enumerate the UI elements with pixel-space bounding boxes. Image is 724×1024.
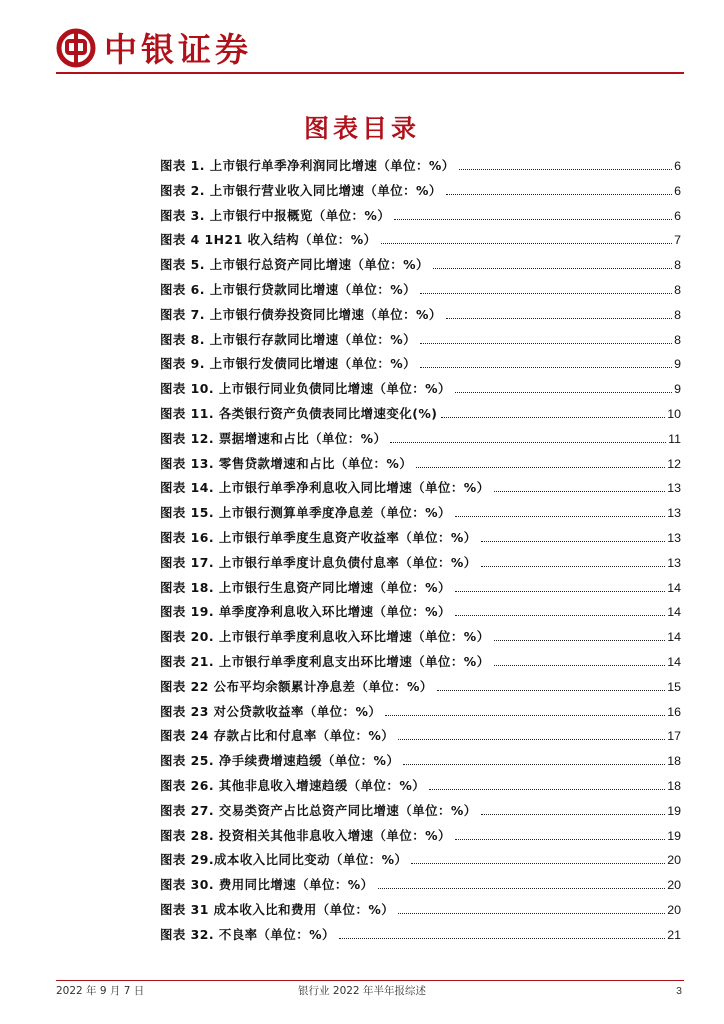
toc-dot-leader <box>481 541 666 542</box>
toc-entry-label: 图表 4 1H21 收入结构（单位：%） <box>160 232 377 248</box>
toc-entry-label: 图表 10. 上市银行同业负债同比增速（单位：%） <box>160 381 451 397</box>
toc-entry-page: 13 <box>667 530 681 545</box>
toc-entry-page: 14 <box>667 580 681 595</box>
toc-entry-page: 8 <box>674 282 681 297</box>
page-header <box>0 0 724 90</box>
toc-entry-page: 12 <box>667 456 681 471</box>
toc-dot-leader <box>378 888 666 889</box>
toc-entry-page: 11 <box>668 431 681 446</box>
toc-entry[interactable] <box>160 454 681 479</box>
toc-entry-page: 9 <box>674 357 681 372</box>
toc-entry-page: 20 <box>667 853 681 868</box>
toc-entry[interactable] <box>160 206 681 231</box>
toc-dot-leader <box>455 839 665 840</box>
toc-dot-leader <box>481 814 666 815</box>
toc-entry-page: 18 <box>667 754 681 769</box>
toc-dot-leader <box>494 640 666 641</box>
toc-entry[interactable] <box>160 875 681 900</box>
toc-entry[interactable] <box>160 900 681 925</box>
toc-dot-leader <box>385 715 665 716</box>
toc-entry[interactable] <box>160 330 681 355</box>
toc-dot-leader <box>394 219 672 220</box>
toc-entry[interactable] <box>160 652 681 677</box>
toc-entry-label: 图表 7. 上市银行债券投资同比增速（单位：%） <box>160 306 442 322</box>
toc-dot-leader <box>420 343 672 344</box>
toc-dot-leader <box>433 268 672 269</box>
footer-report-title: 银行业 2022 年半年报综述 <box>298 985 426 997</box>
toc-dot-leader <box>390 442 666 443</box>
toc-entry-label: 图表 8. 上市银行存款同比增速（单位：%） <box>160 331 417 347</box>
toc-dot-leader <box>403 764 665 765</box>
toc-entry[interactable] <box>160 156 681 181</box>
toc-entry-label: 图表 26. 其他非息收入增速趋缓（单位：%） <box>160 777 426 793</box>
toc-dot-leader <box>437 690 665 691</box>
toc-dot-leader <box>416 467 665 468</box>
toc-dot-leader <box>494 491 666 492</box>
toc-entry[interactable] <box>160 677 681 702</box>
toc-dot-leader <box>411 863 665 864</box>
toc-dot-leader <box>381 243 673 244</box>
toc-dot-leader <box>455 392 672 393</box>
toc-entry-label: 图表 12. 票据增速和占比（单位：%） <box>160 430 387 446</box>
toc-dot-leader <box>446 194 672 195</box>
toc-entry-page: 17 <box>667 729 681 744</box>
toc-entry-label: 图表 20. 上市银行单季度利息收入环比增速（单位：%） <box>160 629 490 645</box>
toc-entry[interactable] <box>160 181 681 206</box>
toc-dot-leader <box>420 367 672 368</box>
toc-entry-label: 图表 31 成本收入比和费用（单位：%） <box>160 901 395 917</box>
toc-entry[interactable] <box>160 429 681 454</box>
toc-dot-leader <box>481 566 666 567</box>
toc-entry-page: 7 <box>674 233 681 248</box>
toc-entry-page: 10 <box>667 406 681 421</box>
toc-entry-page: 14 <box>667 654 681 669</box>
toc-entry-label: 图表 16. 上市银行单季度生息资产收益率（单位：%） <box>160 529 477 545</box>
toc-entry-label: 图表 29.成本收入比同比变动（单位：%） <box>160 852 408 868</box>
toc-entry-label: 图表 32. 不良率（单位：%） <box>160 926 335 942</box>
footer-page-number: 3 <box>676 985 682 997</box>
toc-entry[interactable] <box>160 826 681 851</box>
toc-entry-label: 图表 23 对公贷款收益率（单位：%） <box>160 703 382 719</box>
toc-entry[interactable] <box>160 230 681 255</box>
toc-entry-label: 图表 3. 上市银行中报概览（单位：%） <box>160 207 391 223</box>
toc-entry-label: 图表 15. 上市银行测算单季度净息差（单位：%） <box>160 505 451 521</box>
toc-dot-leader <box>455 516 665 517</box>
toc-entry[interactable] <box>160 528 681 553</box>
toc-entry-page: 6 <box>674 183 681 198</box>
toc-entry-label: 图表 1. 上市银行单季净利润同比增速（单位：%） <box>160 158 455 173</box>
toc-entry-page: 15 <box>667 679 681 694</box>
toc-entry-page: 8 <box>674 332 681 347</box>
toc-entry-page: 19 <box>667 828 681 843</box>
toc-entry-label: 图表 28. 投资相关其他非息收入增速（单位：%） <box>160 827 451 843</box>
toc-entry-page: 13 <box>667 555 681 570</box>
toc-entry-page: 19 <box>667 803 681 818</box>
toc-entry-label: 图表 11. 各类银行资产负债表同比增速变化(%) <box>160 405 438 421</box>
toc-entry-label: 图表 14. 上市银行单季净利息收入同比增速（单位：%） <box>160 480 490 496</box>
toc-entry[interactable] <box>160 726 681 751</box>
header-divider <box>56 72 684 74</box>
footer-date: 2022 年 9 月 7 日 <box>56 985 145 997</box>
toc-entry[interactable] <box>160 751 681 776</box>
toc-entry-label: 图表 24 存款占比和付息率（单位：%） <box>160 728 395 744</box>
footer-divider <box>56 980 684 981</box>
toc-entry-page: 6 <box>674 208 681 223</box>
brand-name: 中银证券 <box>104 30 252 69</box>
toc-dot-leader <box>441 417 665 418</box>
toc-entry-label: 图表 2. 上市银行营业收入同比增速（单位：%） <box>160 182 442 198</box>
toc-list <box>160 156 681 950</box>
toc-entry[interactable] <box>160 627 681 652</box>
toc-entry-label: 图表 22 公布平均余额累计净息差（单位：%） <box>160 678 433 694</box>
toc-entry-page: 9 <box>674 382 681 397</box>
toc-entry[interactable] <box>160 478 681 503</box>
toc-entry[interactable] <box>160 850 681 875</box>
toc-dot-leader <box>494 665 666 666</box>
toc-entry-page: 20 <box>667 878 681 893</box>
toc-entry[interactable] <box>160 776 681 801</box>
toc-dot-leader <box>455 615 665 616</box>
toc-entry-label: 图表 5. 上市银行总资产同比增速（单位：%） <box>160 257 429 273</box>
toc-entry-label: 图表 13. 零售贷款增速和占比（单位：%） <box>160 455 413 471</box>
toc-dot-leader <box>339 938 665 939</box>
toc-entry[interactable] <box>160 404 681 429</box>
toc-entry-page: 13 <box>667 481 681 496</box>
toc-entry[interactable] <box>160 280 681 305</box>
toc-entry-label: 图表 9. 上市银行发债同比增速（单位：%） <box>160 356 417 372</box>
toc-entry-label: 图表 27. 交易类资产占比总资产同比增速（单位：%） <box>160 802 477 818</box>
toc-entry-page: 6 <box>674 159 681 173</box>
toc-dot-leader <box>429 789 665 790</box>
toc-entry-page: 14 <box>667 605 681 620</box>
toc-dot-leader <box>398 913 665 914</box>
toc-entry-page: 16 <box>667 704 681 719</box>
toc-dot-leader <box>420 293 672 294</box>
toc-entry[interactable] <box>160 255 681 280</box>
toc-entry-page: 18 <box>667 778 681 793</box>
toc-entry-page: 14 <box>667 630 681 645</box>
toc-entry-label: 图表 21. 上市银行单季度利息支出环比增速（单位：%） <box>160 653 490 669</box>
toc-entry-label: 图表 6. 上市银行贷款同比增速（单位：%） <box>160 281 417 297</box>
toc-entry-page: 13 <box>667 506 681 521</box>
toc-entry-label: 图表 30. 费用同比增速（单位：%） <box>160 877 374 893</box>
toc-entry-label: 图表 17. 上市银行单季度计息负债付息率（单位：%） <box>160 554 477 570</box>
toc-dot-leader <box>398 739 665 740</box>
toc-dot-leader <box>459 169 672 170</box>
toc-dot-leader <box>446 318 672 319</box>
toc-entry[interactable] <box>160 578 681 603</box>
toc-entry-label: 图表 18. 上市银行生息资产同比增速（单位：%） <box>160 579 451 595</box>
toc-entry[interactable] <box>160 801 681 826</box>
toc-entry[interactable] <box>160 503 681 528</box>
toc-dot-leader <box>455 591 665 592</box>
toc-entry[interactable] <box>160 379 681 404</box>
toc-entry-page: 8 <box>674 307 681 322</box>
toc-entry[interactable] <box>160 553 681 578</box>
toc-entry[interactable] <box>160 354 681 379</box>
toc-entry-label: 图表 19. 单季度净利息收入环比增速（单位：%） <box>160 604 451 620</box>
toc-entry-page: 20 <box>667 902 681 917</box>
toc-entry-page: 21 <box>667 927 681 942</box>
toc-entry[interactable] <box>160 305 681 330</box>
toc-entry[interactable] <box>160 702 681 727</box>
toc-entry-label: 图表 25. 净手续费增速趋缓（单位：%） <box>160 753 400 769</box>
toc-entry-page: 8 <box>674 258 681 273</box>
bank-of-china-logo-icon <box>56 28 96 68</box>
toc-entry[interactable] <box>160 925 681 950</box>
toc-title: 图表目录 <box>303 114 420 143</box>
toc-entry[interactable] <box>160 602 681 627</box>
